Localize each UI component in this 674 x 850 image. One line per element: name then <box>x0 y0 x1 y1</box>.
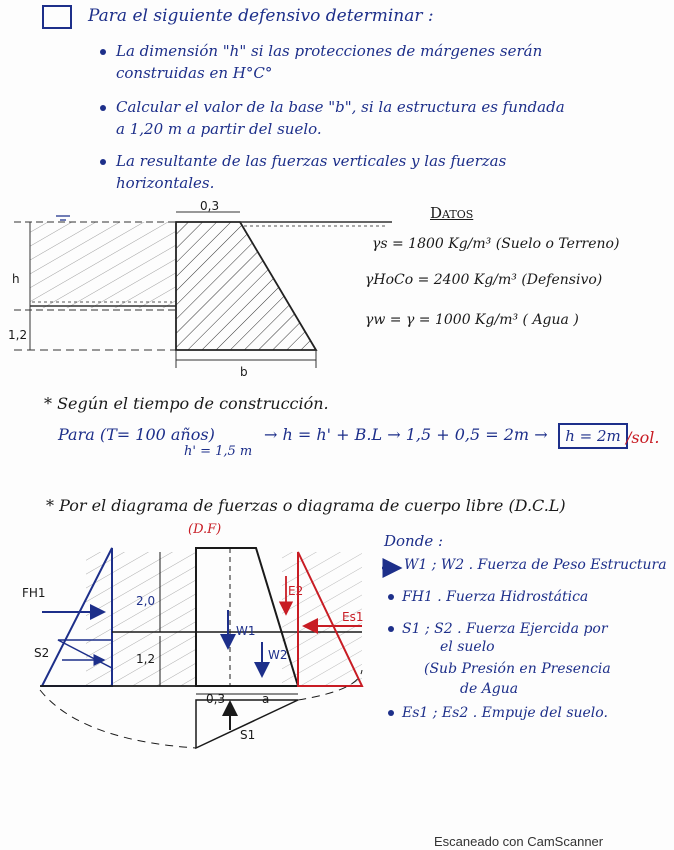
legend-subpresion: (Sub Presión en Presencia <box>424 661 611 677</box>
dim-1-2-label: 1,2 <box>136 652 156 666</box>
camscanner-watermark: Escaneado con CamScanner <box>434 834 604 849</box>
depth-label: 1,2 <box>8 328 28 342</box>
bullet-text-continued: construidas en H°C° <box>116 64 273 82</box>
legend-s <box>388 620 608 638</box>
water-level-icon <box>56 216 70 220</box>
dato-soil-weight: γs = 1800 Kg/m³ (Suelo o Terreno) <box>372 236 620 252</box>
problem-title: Para el siguiente defensivo determinar : <box>88 6 434 26</box>
legend-fh-text: FH1 . Fuerza Hidrostática <box>402 589 589 605</box>
water-region <box>30 222 176 308</box>
base-03-label: 0,3 <box>206 692 226 706</box>
base-a-label: a <box>262 692 270 706</box>
bullet-text-continued: horizontales. <box>116 174 215 192</box>
datos-title: Datos <box>430 204 474 222</box>
soil-curve-left <box>40 690 196 748</box>
base-label: b <box>240 365 248 379</box>
legend-s-cont: el suelo <box>440 639 495 655</box>
bullet-text: Calcular el valor de la base "b", si la estructura es fundada <box>116 98 565 116</box>
answer-box: h = 2m <box>558 423 628 449</box>
dim-2-0-label: 2,0 <box>136 594 156 608</box>
w1-label: W1 <box>236 624 256 638</box>
h-formula: → h = h' + B.L → 1,5 + 0,5 = 2m → <box>264 425 548 444</box>
bullet-text-continued: a 1,20 m a partir del suelo. <box>116 120 322 138</box>
construction-time-heading: * Según el tiempo de construcción. <box>44 394 329 413</box>
s1-label: S1 <box>240 728 256 742</box>
h-label: h <box>12 272 20 286</box>
retaining-wall-diagram <box>14 212 392 368</box>
bullet-text: La resultante de las fuerzas verticales y las fuerzas <box>116 152 507 170</box>
legend-es <box>388 704 608 722</box>
bullet-text: La dimensión "h" si las protecciones de márgenes serán <box>116 42 543 60</box>
e2-label: E2 <box>288 584 304 598</box>
es1-label: Es1 <box>342 610 364 624</box>
wall-body <box>176 222 316 350</box>
legend-es-text: Es1 ; Es2 . Empuje del suelo. <box>402 705 608 721</box>
legend-fh <box>388 588 588 606</box>
bullet-icon <box>388 710 394 716</box>
bullet-icon <box>388 626 394 632</box>
w2-label: W2 <box>268 648 288 662</box>
free-body-diagram <box>40 548 362 748</box>
h-prime-value: h' = 1,5 m <box>184 444 253 459</box>
legend-w <box>404 556 667 574</box>
bullet-icon <box>388 594 394 600</box>
legend-agua: de Agua <box>460 681 519 697</box>
para-condition: Para (T= 100 años) <box>58 425 215 444</box>
dato-water-weight: γw = γ = 1000 Kg/m³ ( Agua ) <box>365 312 579 328</box>
dato-concrete-weight: γHoCo = 2400 Kg/m³ (Defensivo) <box>365 272 603 288</box>
sol-mark: /sol. <box>626 428 660 447</box>
legend-s-text: S1 ; S2 . Fuerza Ejercida por <box>402 621 608 637</box>
legend-w-text: W1 ; W2 . Fuerza de Peso Estructura <box>404 557 667 573</box>
s2-label: S2 <box>34 646 50 660</box>
fh1-label: FH1 <box>22 586 46 600</box>
section2-heading: * Por el diagrama de fuerzas o diagrama de cuerpo libre (D.C.L) <box>46 496 566 515</box>
donde-title: Donde : <box>384 532 444 550</box>
top-dimension-label: 0,3 <box>200 199 220 213</box>
df-label: (D.F) <box>188 522 222 537</box>
